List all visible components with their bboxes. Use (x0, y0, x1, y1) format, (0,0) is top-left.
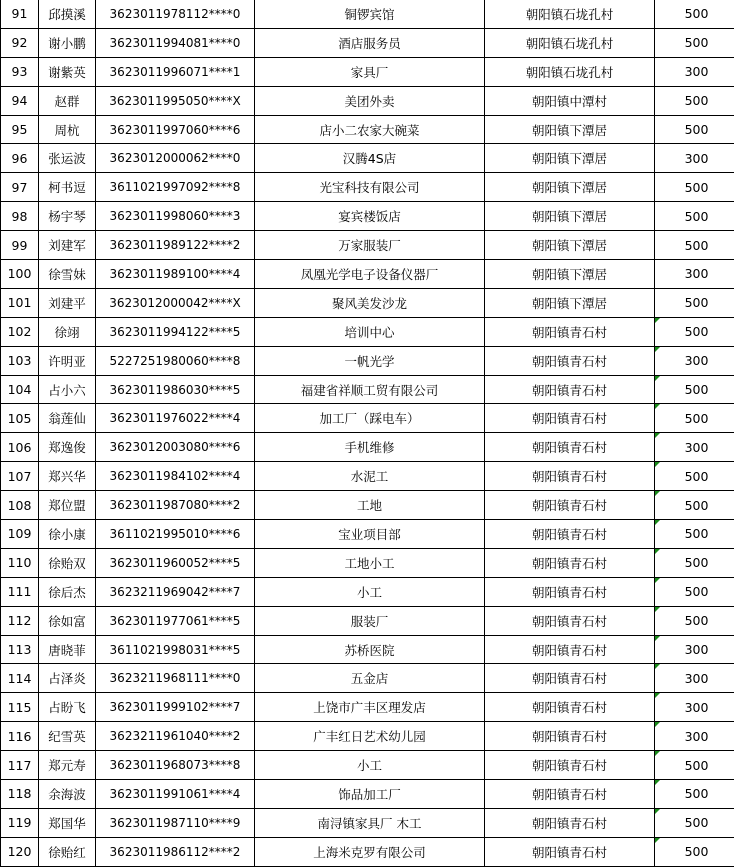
address-cell: 朝阳镇下潭居 (485, 231, 655, 260)
person-name-cell: 徐贻红 (39, 837, 96, 866)
address-cell: 朝阳镇青石村 (485, 751, 655, 780)
person-name-cell: 徐后杰 (39, 577, 96, 606)
address-cell: 朝阳镇青石村 (485, 722, 655, 751)
row-number-cell: 93 (1, 57, 39, 86)
employer-cell: 光宝科技有限公司 (255, 173, 485, 202)
amount-cell: 300 (655, 433, 734, 462)
amount-cell: 500 (655, 317, 734, 346)
id-number-cell: 3623011994122****5 (96, 317, 255, 346)
row-number-cell: 112 (1, 606, 39, 635)
employer-cell: 饰品加工厂 (255, 780, 485, 809)
table-row (1, 664, 734, 693)
address-cell: 朝阳镇青石村 (485, 433, 655, 462)
row-number-cell: 107 (1, 462, 39, 491)
amount-cell: 500 (655, 202, 734, 231)
amount-cell: 500 (655, 808, 734, 837)
id-number-cell: 3623011999102****7 (96, 693, 255, 722)
row-number-cell: 104 (1, 375, 39, 404)
row-number-cell: 103 (1, 346, 39, 375)
address-cell: 朝阳镇青石村 (485, 317, 655, 346)
person-name-cell: 谢小鹏 (39, 28, 96, 57)
person-name-cell: 徐如富 (39, 606, 96, 635)
amount-cell: 300 (655, 635, 734, 664)
employer-cell: 凤凰光学电子设备仪器厂 (255, 260, 485, 289)
employer-cell: 一帆光学 (255, 346, 485, 375)
id-number-cell: 3623011987080****2 (96, 491, 255, 520)
employer-cell: 聚风美发沙龙 (255, 288, 485, 317)
amount-cell: 500 (655, 231, 734, 260)
person-name-cell: 徐翊 (39, 317, 96, 346)
id-number-cell: 3623011986030****5 (96, 375, 255, 404)
amount-cell: 500 (655, 520, 734, 549)
address-cell: 朝阳镇石垅孔村 (485, 0, 655, 28)
table-row (1, 404, 734, 433)
employer-cell: 工地小工 (255, 548, 485, 577)
id-number-cell: 3623011977061****5 (96, 606, 255, 635)
employer-cell: 上海米克罗有限公司 (255, 837, 485, 866)
person-name-cell: 郑兴华 (39, 462, 96, 491)
person-name-cell: 唐晓菲 (39, 635, 96, 664)
table-row (1, 57, 734, 86)
employer-cell: 宝业项目部 (255, 520, 485, 549)
table-row (1, 548, 734, 577)
address-cell: 朝阳镇青石村 (485, 808, 655, 837)
row-number-cell: 114 (1, 664, 39, 693)
table-row (1, 202, 734, 231)
id-number-cell: 3611021997092****8 (96, 173, 255, 202)
address-cell: 朝阳镇下潭居 (485, 288, 655, 317)
employer-cell: 工地 (255, 491, 485, 520)
address-cell: 朝阳镇下潭居 (485, 260, 655, 289)
amount-cell: 500 (655, 288, 734, 317)
person-name-cell: 纪雪英 (39, 722, 96, 751)
person-name-cell: 许明亚 (39, 346, 96, 375)
address-cell: 朝阳镇下潭居 (485, 115, 655, 144)
person-name-cell: 邱摸溪 (39, 0, 96, 28)
table-row (1, 115, 734, 144)
address-cell: 朝阳镇青石村 (485, 404, 655, 433)
id-number-cell: 3623011997060****6 (96, 115, 255, 144)
person-name-cell: 占小六 (39, 375, 96, 404)
amount-cell: 500 (655, 491, 734, 520)
person-name-cell: 周杭 (39, 115, 96, 144)
person-name-cell: 柯书逗 (39, 173, 96, 202)
address-cell: 朝阳镇下潭居 (485, 173, 655, 202)
table-row (1, 577, 734, 606)
id-number-cell: 3623011984102****4 (96, 462, 255, 491)
amount-cell: 300 (655, 57, 734, 86)
row-number-cell: 106 (1, 433, 39, 462)
employer-cell: 手机维修 (255, 433, 485, 462)
address-cell: 朝阳镇青石村 (485, 346, 655, 375)
employer-cell: 南浔镇家具厂 木工 (255, 808, 485, 837)
table-row (1, 780, 734, 809)
employer-cell: 小工 (255, 751, 485, 780)
employer-cell: 铜锣宾馆 (255, 0, 485, 28)
row-number-cell: 91 (1, 0, 39, 28)
amount-cell: 500 (655, 548, 734, 577)
id-number-cell: 3623011996071****1 (96, 57, 255, 86)
employer-cell: 加工厂（踩电车） (255, 404, 485, 433)
table-row (1, 462, 734, 491)
employer-cell: 福建省祥顺工贸有限公司 (255, 375, 485, 404)
address-cell: 朝阳镇青石村 (485, 780, 655, 809)
employer-cell: 店小二农家大碗菜 (255, 115, 485, 144)
address-cell: 朝阳镇青石村 (485, 635, 655, 664)
employer-cell: 万家服装厂 (255, 231, 485, 260)
table-body (1, 0, 734, 866)
person-name-cell: 徐贻双 (39, 548, 96, 577)
amount-cell: 500 (655, 86, 734, 115)
address-cell: 朝阳镇青石村 (485, 375, 655, 404)
employer-cell: 广丰红日艺术幼儿园 (255, 722, 485, 751)
table-row (1, 751, 734, 780)
amount-cell: 500 (655, 173, 734, 202)
id-number-cell: 3623211968111****0 (96, 664, 255, 693)
id-number-cell: 3623011987110****9 (96, 808, 255, 837)
row-number-cell: 98 (1, 202, 39, 231)
person-name-cell: 余海波 (39, 780, 96, 809)
amount-cell: 300 (655, 144, 734, 173)
row-number-cell: 115 (1, 693, 39, 722)
table-row (1, 635, 734, 664)
table-row (1, 722, 734, 751)
row-number-cell: 111 (1, 577, 39, 606)
row-number-cell: 110 (1, 548, 39, 577)
person-name-cell: 郑国华 (39, 808, 96, 837)
table-row (1, 693, 734, 722)
row-number-cell: 118 (1, 780, 39, 809)
table-row (1, 0, 734, 28)
row-number-cell: 99 (1, 231, 39, 260)
person-name-cell: 徐小康 (39, 520, 96, 549)
address-cell: 朝阳镇青石村 (485, 664, 655, 693)
table-row (1, 288, 734, 317)
amount-cell: 500 (655, 577, 734, 606)
employer-cell: 苏桥医院 (255, 635, 485, 664)
address-cell: 朝阳镇石垅孔村 (485, 57, 655, 86)
employer-cell: 汉腾4S店 (255, 144, 485, 173)
row-number-cell: 96 (1, 144, 39, 173)
employer-cell: 家具厂 (255, 57, 485, 86)
amount-cell: 500 (655, 606, 734, 635)
amount-cell: 500 (655, 115, 734, 144)
id-number-cell: 3623011986112****2 (96, 837, 255, 866)
table-row (1, 260, 734, 289)
row-number-cell: 119 (1, 808, 39, 837)
amount-cell: 300 (655, 722, 734, 751)
person-name-cell: 翁莲仙 (39, 404, 96, 433)
table-row (1, 491, 734, 520)
row-number-cell: 105 (1, 404, 39, 433)
row-number-cell: 100 (1, 260, 39, 289)
row-number-cell: 102 (1, 317, 39, 346)
row-number-cell: 108 (1, 491, 39, 520)
id-number-cell: 3623011995050****X (96, 86, 255, 115)
person-name-cell: 占盼飞 (39, 693, 96, 722)
id-number-cell: 3611021998031****5 (96, 635, 255, 664)
table-row (1, 144, 734, 173)
address-cell: 朝阳镇青石村 (485, 548, 655, 577)
row-number-cell: 109 (1, 520, 39, 549)
id-number-cell: 3623211961040****2 (96, 722, 255, 751)
employer-cell: 酒店服务员 (255, 28, 485, 57)
person-name-cell: 徐雪妹 (39, 260, 96, 289)
employer-cell: 水泥工 (255, 462, 485, 491)
id-number-cell: 3623012000062****0 (96, 144, 255, 173)
employer-cell: 培训中心 (255, 317, 485, 346)
amount-cell: 500 (655, 375, 734, 404)
row-number-cell: 113 (1, 635, 39, 664)
address-cell: 朝阳镇青石村 (485, 837, 655, 866)
amount-cell: 300 (655, 664, 734, 693)
address-cell: 朝阳镇石垅孔村 (485, 28, 655, 57)
person-name-cell: 郑位盟 (39, 491, 96, 520)
id-number-cell: 3623012000042****X (96, 288, 255, 317)
id-number-cell: 3623011994081****0 (96, 28, 255, 57)
id-number-cell: 3623011989122****2 (96, 231, 255, 260)
address-cell: 朝阳镇下潭居 (485, 144, 655, 173)
id-number-cell: 3623011991061****4 (96, 780, 255, 809)
id-number-cell: 3623011978112****0 (96, 0, 255, 28)
table-row (1, 375, 734, 404)
person-name-cell: 杨宇琴 (39, 202, 96, 231)
amount-cell: 500 (655, 462, 734, 491)
employer-cell: 上饶市广丰区理发店 (255, 693, 485, 722)
employer-cell: 小工 (255, 577, 485, 606)
person-name-cell: 郑元寿 (39, 751, 96, 780)
address-cell: 朝阳镇青石村 (485, 693, 655, 722)
table-row (1, 433, 734, 462)
id-number-cell: 3623011998060****3 (96, 202, 255, 231)
row-number-cell: 101 (1, 288, 39, 317)
id-number-cell: 3623011989100****4 (96, 260, 255, 289)
person-name-cell: 谢紫英 (39, 57, 96, 86)
row-number-cell: 95 (1, 115, 39, 144)
table-row (1, 606, 734, 635)
amount-cell: 500 (655, 837, 734, 866)
amount-cell: 500 (655, 28, 734, 57)
person-name-cell: 刘建军 (39, 231, 96, 260)
row-number-cell: 94 (1, 86, 39, 115)
id-number-cell: 3623211969042****7 (96, 577, 255, 606)
table-row (1, 231, 734, 260)
amount-cell: 500 (655, 751, 734, 780)
person-name-cell: 占泽炎 (39, 664, 96, 693)
row-number-cell: 120 (1, 837, 39, 866)
amount-cell: 300 (655, 346, 734, 375)
amount-cell: 500 (655, 0, 734, 28)
amount-cell: 500 (655, 780, 734, 809)
person-name-cell: 刘建平 (39, 288, 96, 317)
address-cell: 朝阳镇中潭村 (485, 86, 655, 115)
person-name-cell: 郑逸俊 (39, 433, 96, 462)
amount-cell: 500 (655, 404, 734, 433)
id-number-cell: 3623011960052****5 (96, 548, 255, 577)
table-row (1, 346, 734, 375)
address-cell: 朝阳镇青石村 (485, 462, 655, 491)
table-row (1, 837, 734, 866)
employer-cell: 宴宾楼饭店 (255, 202, 485, 231)
id-number-cell: 3623012003080****6 (96, 433, 255, 462)
table-row (1, 808, 734, 837)
address-cell: 朝阳镇青石村 (485, 577, 655, 606)
table-row (1, 317, 734, 346)
table-row (1, 173, 734, 202)
employer-cell: 美团外卖 (255, 86, 485, 115)
row-number-cell: 97 (1, 173, 39, 202)
row-number-cell: 92 (1, 28, 39, 57)
person-name-cell: 张运波 (39, 144, 96, 173)
amount-cell: 300 (655, 693, 734, 722)
amount-cell: 300 (655, 260, 734, 289)
id-number-cell: 3623011968073****8 (96, 751, 255, 780)
person-name-cell: 赵群 (39, 86, 96, 115)
id-number-cell: 3623011976022****4 (96, 404, 255, 433)
address-cell: 朝阳镇青石村 (485, 491, 655, 520)
row-number-cell: 117 (1, 751, 39, 780)
table-row (1, 28, 734, 57)
row-number-cell: 116 (1, 722, 39, 751)
employer-cell: 服装厂 (255, 606, 485, 635)
table-row (1, 86, 734, 115)
id-number-cell: 5227251980060****8 (96, 346, 255, 375)
address-cell: 朝阳镇青石村 (485, 606, 655, 635)
address-cell: 朝阳镇青石村 (485, 520, 655, 549)
employer-cell: 五金店 (255, 664, 485, 693)
id-number-cell: 3611021995010****6 (96, 520, 255, 549)
table-row (1, 520, 734, 549)
address-cell: 朝阳镇下潭居 (485, 202, 655, 231)
